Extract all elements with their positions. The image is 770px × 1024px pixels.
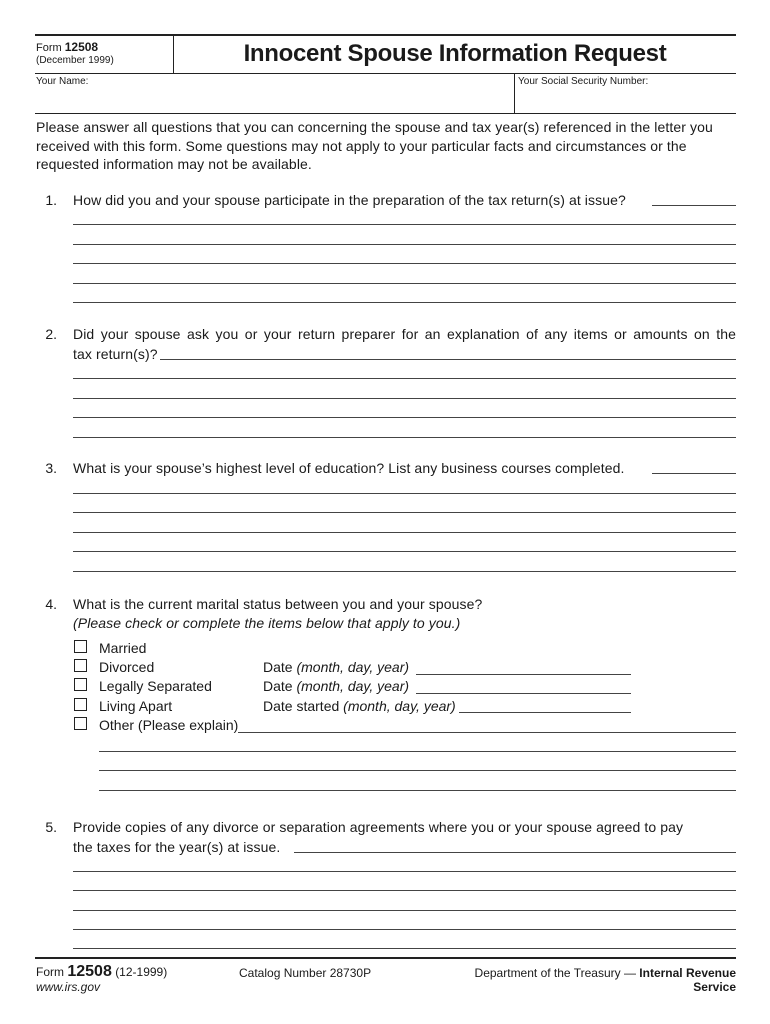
answer-line[interactable] — [73, 512, 736, 513]
answer-line[interactable] — [73, 244, 736, 245]
other-label: Other (Please explain) — [99, 717, 239, 733]
footer-form-word: Form — [36, 965, 64, 979]
irs-url[interactable]: www.irs.gov — [36, 980, 101, 994]
answer-line[interactable] — [73, 551, 736, 552]
answer-line[interactable] — [73, 910, 736, 911]
agency-name: Internal Revenue Service — [639, 966, 736, 994]
divorced-date-label — [263, 659, 409, 675]
legally-separated-label: Legally Separated — [99, 678, 212, 694]
form-word: Form — [36, 42, 62, 54]
divorced-label: Divorced — [99, 659, 155, 675]
answer-line[interactable] — [73, 302, 736, 303]
question-1-text: How did you and your spouse participate in the preparation of the tax return(s) at issue? — [73, 192, 626, 208]
married-label: Married — [99, 640, 147, 656]
question-4-subtext: (Please check or complete the items below that apply to you.) — [73, 615, 461, 631]
living-apart-date-field[interactable] — [459, 712, 631, 713]
date-hint: (month, day, year) — [296, 659, 410, 675]
answer-line[interactable] — [73, 398, 736, 399]
catalog-number: Catalog Number 28730P — [239, 966, 372, 980]
footer-form-number-value: 12508 — [67, 963, 112, 980]
answer-line[interactable] — [73, 929, 736, 930]
living-apart-date-label — [263, 698, 456, 714]
answer-line[interactable] — [73, 890, 736, 891]
answer-line[interactable] — [73, 417, 736, 418]
separated-date-label — [263, 678, 409, 694]
question-4-text: What is the current marital status between you and your spouse? — [73, 596, 483, 612]
question-4-number: 4. — [45, 596, 57, 612]
form-number — [36, 40, 98, 54]
answer-line[interactable] — [99, 770, 736, 771]
answer-line[interactable] — [73, 532, 736, 533]
answer-line[interactable] — [73, 437, 736, 438]
date-hint: (month, day, year) — [296, 678, 410, 694]
answer-line[interactable] — [73, 283, 736, 284]
question-2-text-line2: tax return(s)? — [73, 346, 158, 362]
question-1-number: 1. — [45, 192, 57, 208]
answer-line[interactable] — [73, 493, 736, 494]
footer-revision: (12-1999) — [115, 965, 168, 979]
question-5-text-line2: the taxes for the year(s) at issue. — [73, 839, 281, 855]
ssn-field[interactable] — [518, 88, 734, 112]
answer-line[interactable] — [73, 224, 736, 225]
date-hint: (month, day, year) — [343, 698, 456, 714]
answer-line[interactable] — [652, 205, 736, 206]
answer-line[interactable] — [652, 473, 736, 474]
question-5-text-line1: Provide copies of any divorce or separation agreements where you or your spouse agreed to pay — [73, 819, 684, 835]
revision-date: (December 1999) — [36, 55, 114, 66]
married-checkbox[interactable] — [74, 640, 87, 653]
answer-line[interactable] — [73, 871, 736, 872]
date-label: Date started — [263, 698, 340, 714]
divorced-date-field[interactable] — [416, 674, 631, 675]
date-label: Date — [263, 659, 293, 675]
answer-line[interactable] — [99, 790, 736, 791]
living-apart-label: Living Apart — [99, 698, 173, 714]
question-3-text: What is your spouse’s highest level of education? List any business courses completed. — [73, 460, 625, 476]
form-number-value: 12508 — [64, 40, 99, 54]
other-explain-line[interactable] — [238, 732, 736, 733]
other-checkbox[interactable] — [74, 717, 87, 730]
divorced-checkbox[interactable] — [74, 659, 87, 672]
your-name-label: Your Name: — [36, 76, 89, 87]
department-prefix: Department of the Treasury — — [474, 966, 636, 980]
answer-line[interactable] — [73, 263, 736, 264]
question-3-number: 3. — [45, 460, 57, 476]
separated-date-field[interactable] — [416, 693, 631, 694]
question-2-text-line1: Did your spouse ask you or your return preparer for an explanation of any items or amounts on the — [73, 326, 736, 342]
question-2-number: 2. — [45, 326, 57, 342]
date-label: Date — [263, 678, 293, 694]
your-name-field[interactable] — [36, 88, 512, 112]
answer-line[interactable] — [99, 751, 736, 752]
intro-paragraph: Please answer all questions that you can concerning the spouse and tax year(s) referenced in the letter you received with this form. Some questions may not apply to your particular facts and circumstances or the requested information may not be available. — [36, 119, 713, 172]
page-title: Innocent Spouse Information Request — [243, 40, 667, 67]
footer-rule — [35, 957, 736, 959]
answer-line[interactable] — [294, 852, 736, 853]
header-mid-rule — [35, 73, 736, 74]
legally-separated-checkbox[interactable] — [74, 678, 87, 691]
ssn-label: Your Social Security Number: — [518, 76, 649, 87]
header-top-rule — [35, 34, 736, 36]
answer-line[interactable] — [160, 359, 736, 360]
answer-line[interactable] — [73, 378, 736, 379]
header-bottom-rule — [35, 113, 736, 114]
department-line — [440, 966, 736, 994]
footer-form-number — [36, 963, 167, 981]
living-apart-checkbox[interactable] — [74, 698, 87, 711]
question-5-number: 5. — [45, 819, 57, 835]
answer-line[interactable] — [73, 948, 736, 949]
name-ssn-divider — [514, 73, 515, 113]
answer-line[interactable] — [73, 571, 736, 572]
